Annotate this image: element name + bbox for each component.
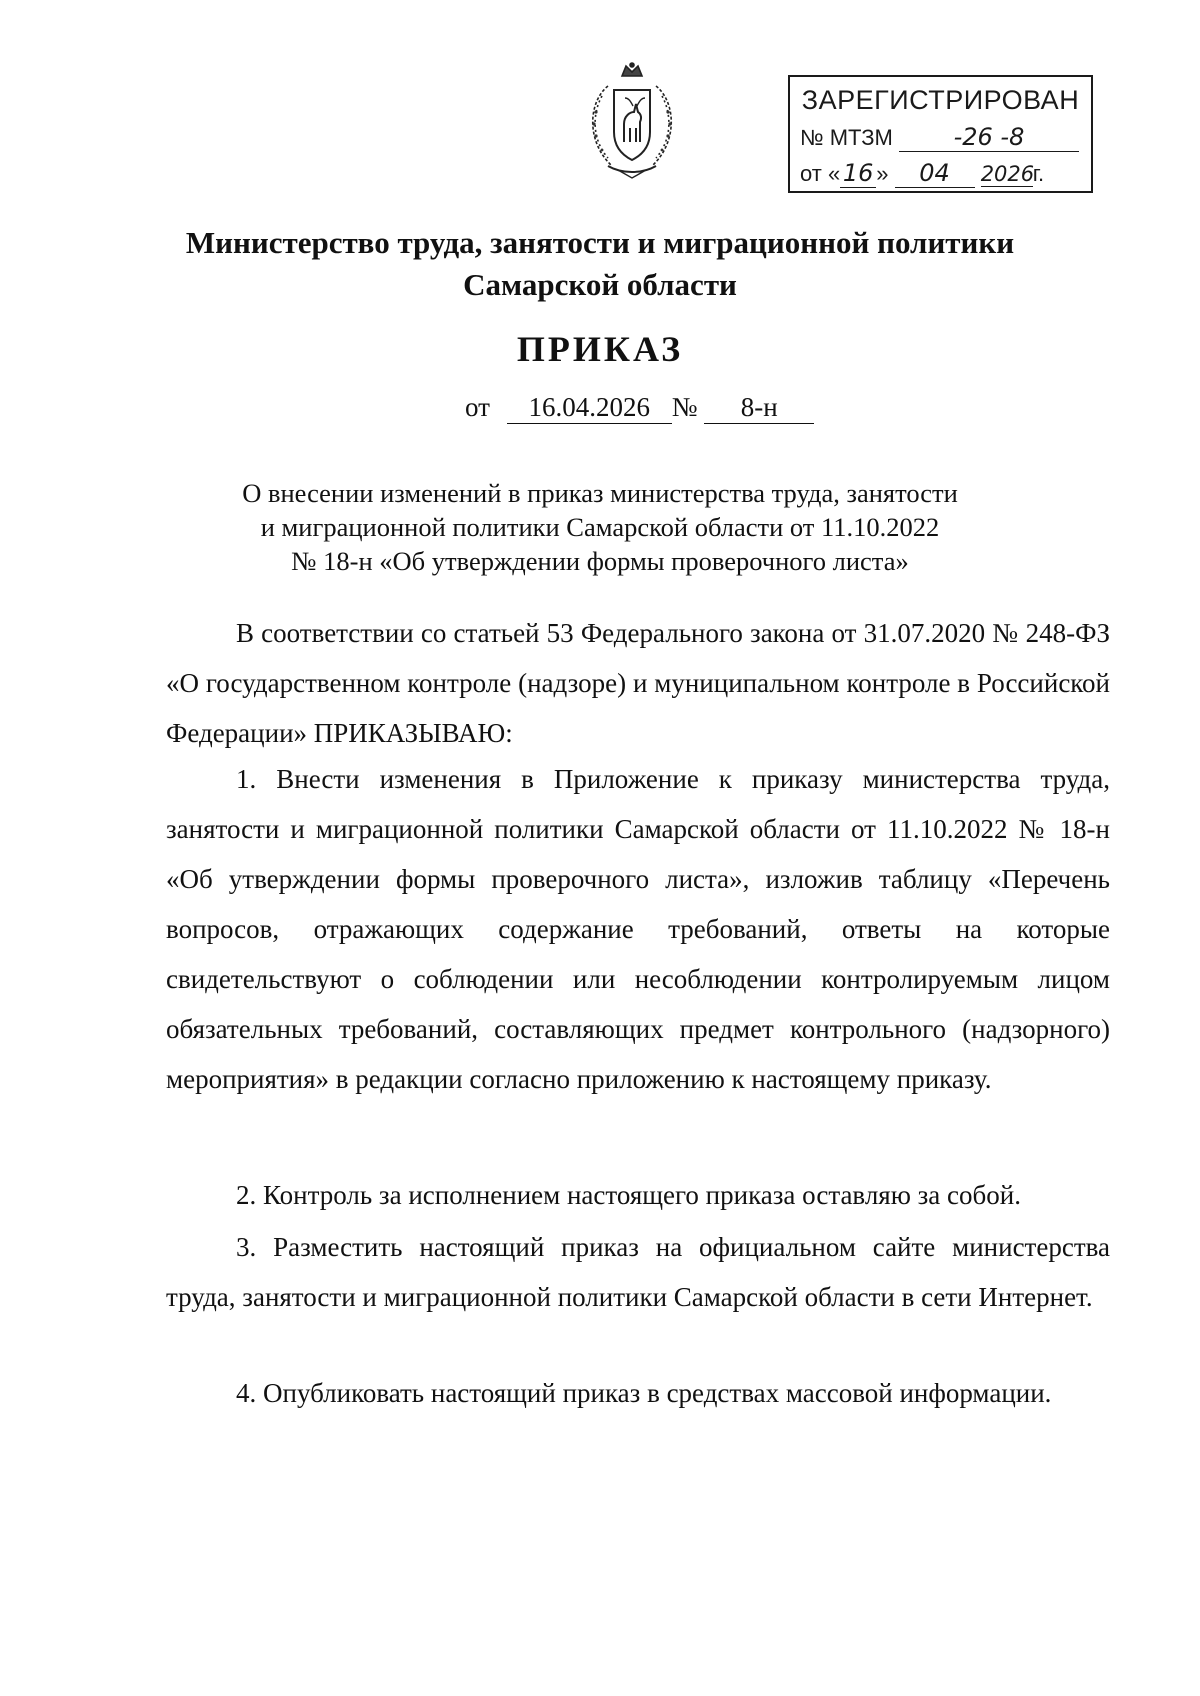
subject-line1: О внесении изменений в приказ министерства труда, занятости [242,478,958,508]
order-date-number [465,392,814,424]
subject-line2: и миграционной политики Самарской области от 11.10.2022 [260,512,940,542]
item-4 [166,1368,1110,1418]
item-4-text: 4. Опубликовать настоящий приказ в средствах массовой информации. [236,1378,1052,1408]
stamp-number-value: -26 -8 [899,123,1079,152]
item-3-text: 3. Разместить настоящий приказ на официальном сайте министерства труда, занятости и миграционной политики Самарской области в сети Интернет. [166,1232,1110,1312]
preamble-text: В соответствии со статьей 53 Федерального закона от 31.07.2020 № 248-ФЗ «О государственном контроле (надзоре) и муниципальном контроле в Российской Федерации» ПРИКАЗЫВАЮ: [166,618,1110,748]
coat-of-arms-emblem [578,62,686,180]
subject-line3: № 18-н «Об утверждении формы проверочного листа» [291,546,909,576]
stamp-number-line [800,123,1083,152]
order-number-prefix: № [671,392,698,422]
item-3 [166,1222,1110,1322]
ministry-name [0,222,1200,306]
document-type: ПРИКАЗ [516,329,684,369]
registration-stamp [788,75,1093,193]
order-number: 8-н [704,392,814,424]
stamp-number-label: № МТЗМ [800,125,893,150]
stamp-date-day: 16 [840,159,876,188]
preamble-paragraph [166,608,1110,758]
stamp-date-mid: » [876,161,889,186]
stamp-date-prefix: от « [800,161,841,186]
stamp-date-year: 2026 [980,162,1035,186]
item-1 [166,754,1110,1104]
stamp-title: ЗАРЕГИСТРИРОВАН [801,85,1080,115]
item-1-text: 1. Внести изменения в Приложение к приказу министерства труда, занятости и миграционной политики Самарской области от 11.10.2022 № 18-н «Об утверждении формы проверочного листа», изложив таблицу «Перечень вопросов, отражающих содержание требований, ответы на которые свидетельствуют о соблюдении или несоблюдении контролируемым лицом обязательных требований, составляющих предмет контрольного (надзорного) мероприятия» в редакции согласно приложению к настоящему приказу. [166,764,1110,1094]
item-2-text: 2. Контроль за исполнением настоящего приказа оставляю за собой. [236,1180,1021,1210]
item-2 [166,1170,1110,1220]
ministry-name-line1: Министерство труда, занятости и миграционной политики [185,225,1015,260]
order-date-prefix: от [465,392,490,422]
ministry-name-line2: Самарской области [463,267,737,302]
stamp-date-month: 04 [895,159,975,188]
order-date: 16.04.2026 [507,392,672,424]
stamp-date-suffix: г. [1032,161,1045,186]
stamp-date-line [800,159,1083,188]
order-subject [0,476,1200,578]
